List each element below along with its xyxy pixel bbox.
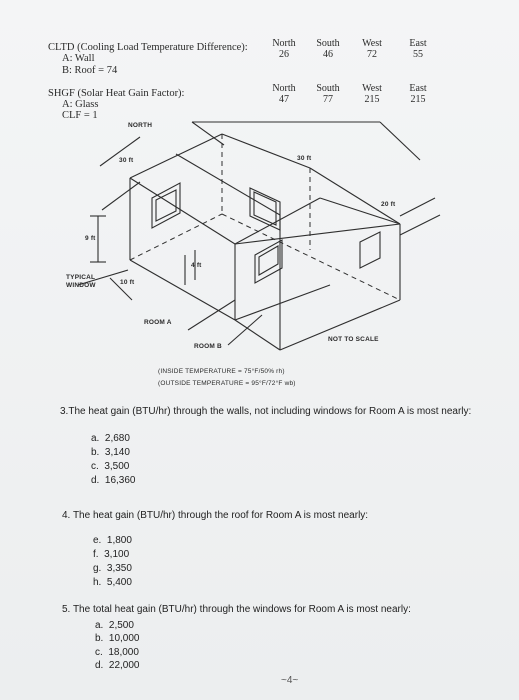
question-3-text: 3.The heat gain (BTU/hr) through the walls, not including windows for Room A is most nearly: (60, 406, 472, 417)
shgf-clf-label: CLF = 1 (62, 110, 98, 121)
q4-option-g (93, 563, 132, 574)
cltd-roof-label: B: Roof = 74 (62, 65, 118, 76)
leader-lines (188, 300, 262, 345)
option-letter: a. (91, 433, 100, 444)
option-letter: a. (95, 620, 104, 631)
shgf-value-north: 47 (279, 94, 289, 105)
option-letter: b. (95, 633, 104, 644)
shgf-value-south: 77 (323, 94, 333, 105)
cltd-value-west: 72 (367, 49, 377, 60)
option-value: 22,000 (108, 660, 140, 671)
question-4-text: 4. The heat gain (BTU/hr) through the roof for Room A is most nearly: (62, 510, 369, 521)
roof-outline (130, 134, 400, 244)
option-letter: h. (93, 577, 102, 588)
dim-30ft-top: 30 ft (297, 155, 312, 162)
cltd-header-west: West (362, 38, 382, 49)
outside-temperature-label: (OUTSIDE TEMPERATURE = 95°F/72°F wb) (158, 380, 296, 387)
option-value: 3,140 (104, 447, 130, 458)
option-letter: c. (95, 647, 103, 658)
cltd-header-east: East (409, 38, 427, 49)
option-value: 3,500 (104, 461, 130, 472)
shgf-header-north: North (272, 83, 296, 94)
q4-option-f (93, 549, 129, 560)
q5-option-b (95, 633, 140, 644)
shgf-value-east: 215 (410, 94, 426, 105)
option-value: 10,000 (108, 633, 140, 644)
shgf-header-west: West (362, 83, 382, 94)
north-label: NORTH (128, 122, 153, 129)
option-value: 5,400 (106, 577, 132, 588)
q5-option-d (95, 660, 140, 671)
option-letter: g. (93, 563, 102, 574)
shgf-glass-label: A: Glass (62, 99, 99, 110)
dim-30ft-left: 30 ft (119, 157, 134, 164)
cltd-title: CLTD (Cooling Load Temperature Difference): (48, 42, 248, 53)
page-number: ~4~ (281, 675, 299, 686)
cltd-header-north: North (272, 38, 296, 49)
option-value: 18,000 (108, 647, 139, 658)
q5-option-a (95, 620, 134, 631)
option-value: 3,350 (106, 563, 132, 574)
q4-option-e (93, 535, 132, 546)
room-b-label: ROOM B (194, 343, 222, 350)
cltd-wall-label: A: Wall (62, 53, 95, 64)
typical-window-label-1: TYPICAL (66, 274, 96, 281)
cltd-value-south: 46 (323, 49, 333, 60)
option-value: 2,500 (108, 620, 134, 631)
option-value: 16,360 (104, 475, 136, 486)
dim-20ft: 20 ft (381, 201, 396, 208)
q3-option-a (91, 433, 130, 444)
cltd-header-south: South (316, 38, 340, 49)
inside-temperature-label: (INSIDE TEMPERATURE = 75°F/50% rh) (158, 368, 285, 375)
windows (152, 183, 380, 285)
q3-option-b (91, 447, 130, 458)
room-a-label: ROOM A (144, 319, 172, 326)
option-letter: f. (93, 549, 99, 560)
option-value: 3,100 (104, 549, 130, 560)
question-5-text: 5. The total heat gain (BTU/hr) through the windows for Room A is most nearly: (62, 604, 411, 615)
q3-option-d (91, 475, 136, 486)
dim-4ft: 4 ft (191, 262, 202, 269)
shgf-header-south: South (316, 83, 340, 94)
option-value: 1,800 (106, 535, 132, 546)
q5-option-c (95, 647, 139, 658)
option-letter: e. (93, 535, 102, 546)
typical-window-label-2: WINDOW (66, 282, 96, 289)
option-letter: c. (91, 461, 99, 472)
cltd-value-east: 55 (413, 49, 423, 60)
option-letter: d. (95, 660, 104, 671)
option-letter: b. (91, 447, 100, 458)
option-letter: d. (91, 475, 100, 486)
not-to-scale-label: NOT TO SCALE (328, 336, 379, 343)
dim-9ft: 9 ft (85, 235, 96, 242)
q4-option-h (93, 577, 132, 588)
shgf-header-east: East (409, 83, 427, 94)
shgf-title: SHGF (Solar Heat Gain Factor): (48, 88, 185, 99)
cltd-value-north: 26 (279, 49, 289, 60)
q3-option-c (91, 461, 129, 472)
dim-10ft: 10 ft (120, 279, 135, 286)
shgf-value-west: 215 (364, 94, 380, 105)
option-value: 2,680 (104, 433, 130, 444)
